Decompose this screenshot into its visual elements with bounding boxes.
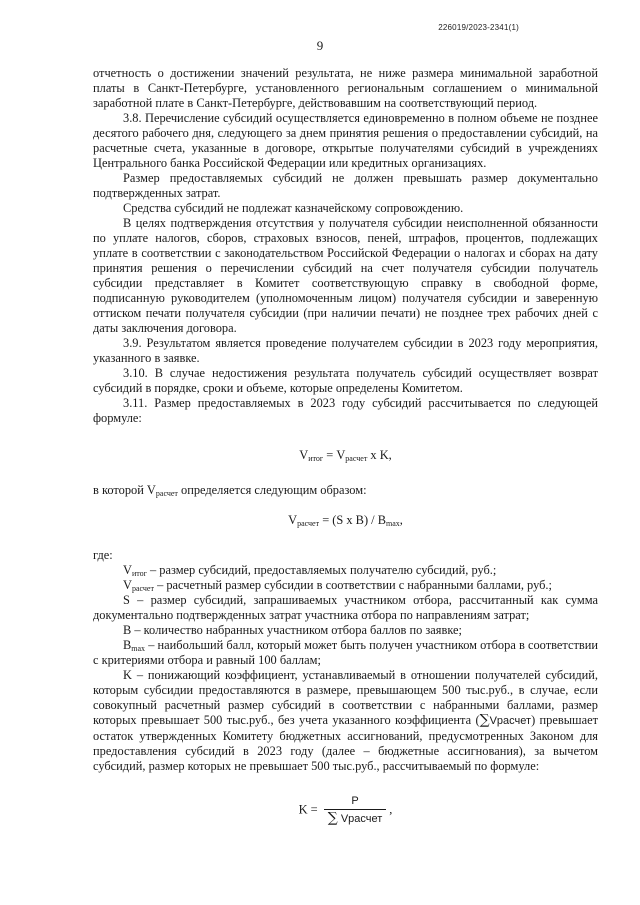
definition: B – количество набранных участником отбора баллов по заявке;	[123, 623, 462, 637]
paragraph: в которой $V_{расчет}$ определяется следующим образом:	[93, 483, 367, 498]
formula-k: K = $\frac{P}{\text{∑ Vрасчет}}$ ,	[298, 795, 393, 826]
paragraph: В целях подтверждения отсутствия у получателя субсидии неисполненной обязанности по уплате налогов, сборов, страховых взносов, пеней, штрафов, процентов, подлежащих уплате в соответствии с законодательством Российской Федерации о налогах и сборах на дату принятия решения о перечислении субсидий на счет получателя субсидии получатель субсидии представляет в Комитет соответствующую справку в свободной форме, подписанную руководителем (уполномоченным лицом) получателя субсидии и заверенную оттиском печати получателя субсидии (при наличии печати) не позднее трех рабочих дней с даты заключения договора.	[93, 216, 598, 335]
document-body	[93, 66, 598, 827]
paragraph: Средства субсидий не подлежат казначейскому сопровождению.	[123, 201, 464, 215]
fraction: $\frac{P}{\text{∑ Vрасчет}}$	[324, 794, 387, 827]
definition: $V_{расчет}$ – расчетный размер субсидии в соответствии с набранными баллами, руб.;	[123, 578, 552, 593]
paragraph: 3.9. Результатом является проведение получателем субсидии в 2023 году мероприятия, указанного в заявке.	[93, 336, 598, 365]
paragraph: 3.11. Размер предоставляемых в 2023 году субсидий рассчитывается по следующей формуле:	[93, 396, 598, 425]
paragraph: отчетность о достижении значений результата, не ниже размера минимальной заработной платы в Санкт-Петербурге, установленного региональным соглашением о минимальной заработной плате в Санкт-Петербурге, действовавшим на соответствующий период.	[93, 66, 598, 110]
page-number: 9	[316, 38, 324, 53]
paragraph: Размер предоставляемых субсидий не должен превышать размер документально подтвержденных затрат.	[93, 171, 598, 200]
paragraph: 3.8. Перечисление субсидий осуществляется единовременно в полном объеме не позднее десятого рабочего дня, следующего за днем принятия решения о предоставлении субсидий, на расчетные счета, указанные в договоре, открытые получателями субсидий в учреждениях Центрального банка Российской Федерации или кредитных организациях.	[93, 111, 598, 170]
document-number: 226019/2023-2341(1)	[438, 23, 519, 32]
definition: $V_{итог}$ – размер субсидий, предоставляемых получателю субсидий, руб.;	[123, 563, 497, 578]
where-label: где:	[93, 548, 113, 562]
formula-vraschet: $V_{расчет} = (S$ x $B) / B_{max}$,	[288, 513, 403, 528]
paragraph: 3.10. В случае недостижения результата получатель субсидий осуществляет возврат субсидий в порядке, сроки и объеме, которые определены Комитетом.	[93, 366, 598, 395]
definition: K – понижающий коэффициент, устанавливаемый в отношении получателей субсидий, которым субсидии предоставляются в размере, превышающем 500 тыс.руб., в случае, если совокупный расчетный размер субсидий в соответствии с набранными баллами, размер которых превышает 500 тыс.руб., без учета указанного коэффициента (∑Vрасчет) превышает остаток утвержденных Комитету бюджетных ассигнований, предусмотренных Законом для предоставления субсидий в 2023 году (далее – бюджетные ассигнования), за вычетом субсидий, размер которых не превышает 500 тыс.руб., рассчитываемый по формуле:	[93, 668, 598, 773]
definition: S – размер субсидий, запрашиваемых участником отбора, рассчитанный как сумма документально подтвержденных затрат участника отбора по направлениям затрат;	[93, 593, 598, 622]
formula-vitog: $V_{итог} = V_{расчет}$ x K,	[299, 448, 392, 463]
definition: $B_{max}$ – наибольший балл, который может быть получен участником отбора в соответствии с критериями отбора и равный 100 баллам;	[93, 638, 598, 667]
